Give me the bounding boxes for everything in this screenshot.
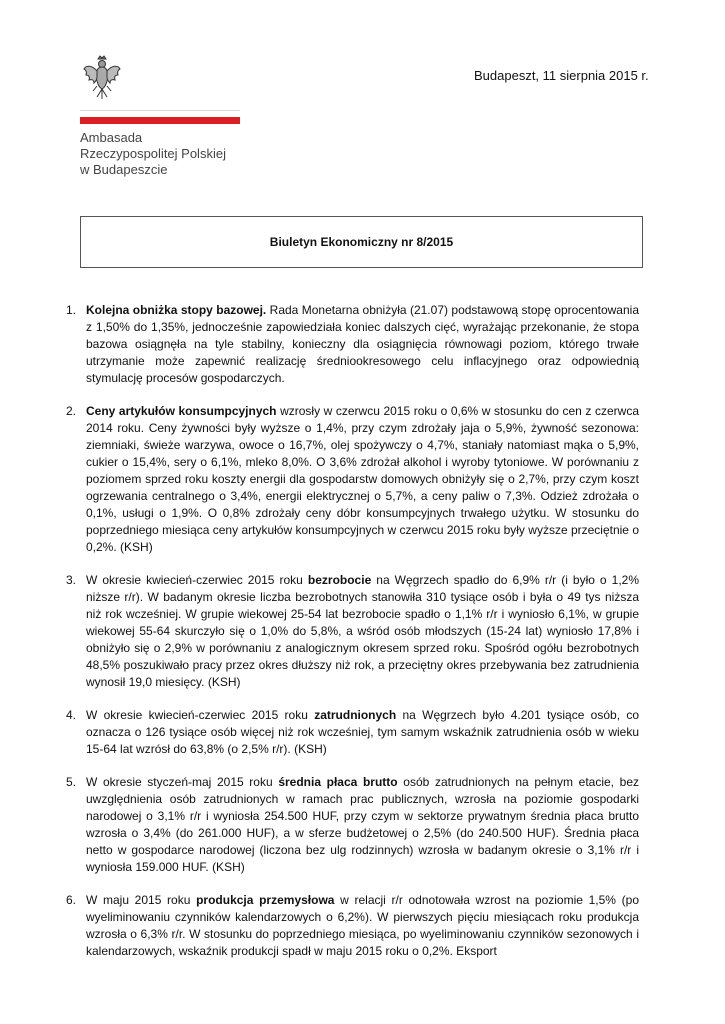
item-text-pre: W okresie kwiecień-czerwiec 2015 roku <box>86 573 308 587</box>
item-keyword: bezrobocie <box>307 573 372 587</box>
item-number: 6. <box>66 893 77 907</box>
bulletin-item <box>66 302 639 387</box>
emblem <box>82 55 122 101</box>
title-box <box>80 216 643 268</box>
document-title: Biuletyn Ekonomiczny nr 8/2015 <box>269 235 454 249</box>
item-text: na Węgrzech było 4.201 tysiące osób, co oznacza o 126 tysiące osób więcej niż rok wcześniej, tym samym wskaźnik zatrudnienia osób w wieku 15-64 lat wzrósł do 63,8% (o 2,5% r/r). (KSH) <box>86 708 639 756</box>
polish-eagle-icon <box>82 55 122 101</box>
item-text: na Węgrzech spadło do 6,9% r/r (i było o 1,2% niższe r/r). W badanym okresie liczba bezrobotnych stanowiła 310 tysiące osób i była o 49 tys niższa niż rok wcześniej. W grupie wiekowej 25-54 lat bezrobocie spadło o 1,1% r/r i wyniosło 6,1%, w grupie wiekowej 55-64 skurczyło się o 1,0% do 5,8%, a wśród osób młodszych (15-24 lat) wyniosło 17,8% i obniżyło się o 2,9% w porównaniu z analogicznym okresem sprzed roku. Spośród ogółu bezrobotnych 48,5% poszukiwało pracy przez okres dłuższy niż rok, a przeciętny okres przebywania bez zatrudnienia wynosił 19,0 miesięcy. (KSH) <box>86 573 639 689</box>
item-text: osób zatrudnionych na pełnym etacie, bez uwzględnienia osób zatrudnionych w ramach prac publicznych, wzrosła na poziomie gospodarki narodowej o 3,1% r/r i wyniosła 254.500 HUF, przy czym w sektorze prywatnym średnia płaca brutto wzrosła o 3,4% (do 261.000 HUF), a w sferze budżetowej o 2,5% (do 240.500 HUF). Średnia płaca netto w gospodarce narodowej (liczona bez ulg rodzinnych) wzrosła w badanym okresie o 3,1% r/r i wyniosła 159.000 HUF. (KSH) <box>86 775 639 874</box>
bulletin-item <box>66 774 639 876</box>
flag-white-stripe <box>80 110 240 117</box>
item-keyword: średnia płaca brutto <box>278 775 398 789</box>
polish-flag-bar <box>80 110 240 124</box>
item-text-pre: W okresie styczeń-maj 2015 roku <box>86 775 279 789</box>
item-keyword: produkcja przemysłowa <box>196 893 335 907</box>
item-keyword: Ceny artykułów konsumpcyjnych <box>86 404 277 418</box>
bulletin-item <box>66 892 639 960</box>
letter-date: Budapeszt, 11 sierpnia 2015 r. <box>474 68 649 83</box>
item-text: w relacji r/r odnotowała wzrost na poziomie 1,5% (po wyeliminowaniu czynników kalendarzowych o 6,2%). W pierwszych pięciu miesiącach roku produkcja wzrosła o 6,3% r/r. W stosunku do poprzedniego miesiąca, po wyeliminowaniu czynników sezonowych i kalendarzowych, wskaźnik produkcji spadł w maju 2015 roku o 0,2%. Eksport <box>86 893 639 958</box>
item-keyword: Kolejna obniżka stopy bazowej. <box>86 303 267 317</box>
item-number: 1. <box>66 303 77 317</box>
item-text: Rada Monetarna obniżyła (21.07) podstawową stopę oprocentowania z 1,50% do 1,35%, jednocześnie zapowiedziała koniec dalszych cięć, wyrażając przekonanie, że stopa bazowa osiągnęła na tyle stabilny, konieczny dla osiągnięcia równowagi poziom, którego trwałe utrzymanie może zapewnić realizację średniookresowego celu inflacyjnego oraz odpowiednią stymulację procesów gospodarczych. <box>86 303 639 385</box>
sender-line: Ambasada <box>80 130 143 145</box>
item-number: 3. <box>66 573 77 587</box>
flag-red-stripe <box>80 117 240 124</box>
sender-line: w Budapeszcie <box>80 162 168 177</box>
bulletin-items <box>66 302 639 976</box>
bulletin-item <box>66 403 639 556</box>
bulletin-item <box>66 572 639 691</box>
sender-line: Rzeczypospolitej Polskiej <box>80 146 226 161</box>
item-number: 2. <box>66 404 77 418</box>
item-number: 5. <box>66 775 77 789</box>
sender-block <box>80 130 226 178</box>
item-keyword: zatrudnionych <box>314 708 397 722</box>
item-text-pre: W okresie kwiecień-czerwiec 2015 roku <box>86 708 315 722</box>
item-text-pre: W maju 2015 roku <box>86 893 197 907</box>
bulletin-item <box>66 707 639 758</box>
item-number: 4. <box>66 708 77 722</box>
item-text: wzrosły w czerwcu 2015 roku o 0,6% w stosunku do cen z czerwca 2014 roku. Ceny żywności były wyższe o 1,4%, przy czym zdrożały jaja o 5,9%, żywność sezonowa: ziemniaki, świeże warzywa, owoce o 16,7%, olej spożywczy o 4,7%, staniały natomiast mąka o 5,9%, cukier o 15,4%, sery o 6,1%, mleko 8,0%. O 3,6% zdrożał alkohol i wyroby tytoniowe. W porównaniu z poziomem sprzed roku koszty energii dla gospodarstw domowych obniżyły się o 2,7%, przy czym koszt ogrzewania centralnego o 3,4%, energii elektrycznej o 5,7%, a ceny paliw o 7,3%. Odzież zdrożała o 0,1%, usługi o 1,9%. O 0,8% zdrożały ceny dóbr konsumpcyjnych trwałego użytku. W stosunku do poprzedniego miesiąca ceny artykułów konsumpcyjnych w czerwcu 2015 roku były wyższe przeciętnie o 0,2%. (KSH) <box>86 404 639 554</box>
